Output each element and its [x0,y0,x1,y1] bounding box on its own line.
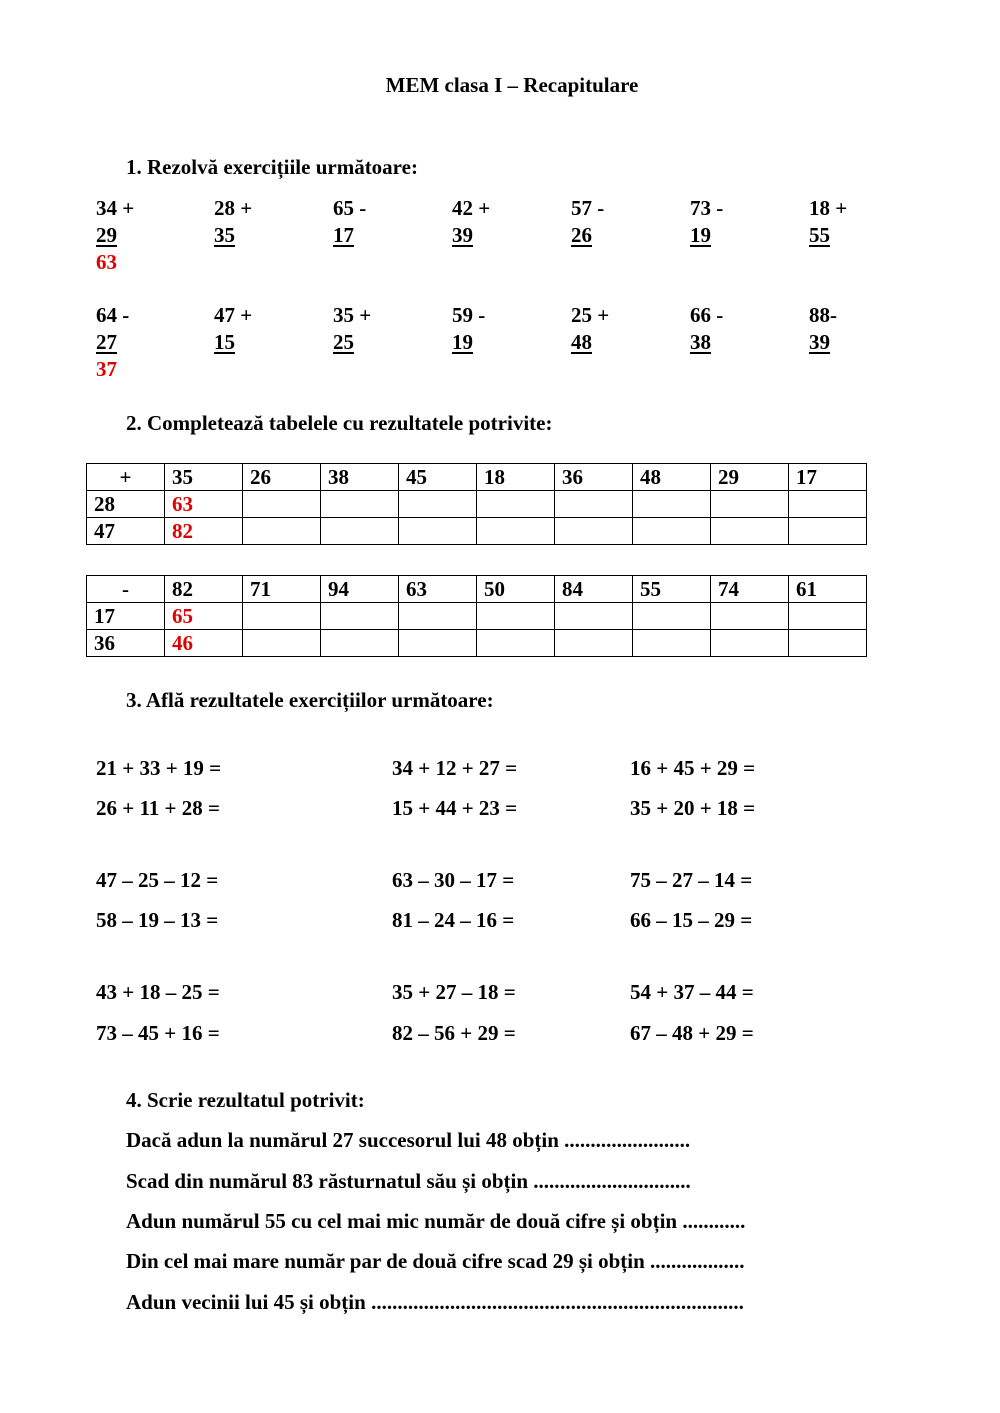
expression: 54 + 37 – 44 = [630,980,754,1004]
vertical-exercise: 18 + 55 [809,196,848,247]
answer-cell[interactable] [321,491,399,518]
problem-text: Dacă adun la numărul 27 succesorul lui 48 obțin [126,1128,559,1152]
expression: 63 – 30 – 17 = [392,868,515,892]
expression: 15 + 44 + 23 = [392,796,518,820]
addition-table [86,463,867,545]
section-3-heading: 3. Află rezultatele exercițiilor următoare: [126,688,494,712]
column-header: 29 [711,464,789,491]
page-title: MEM clasa I – Recapitulare [385,73,639,97]
column-header: 18 [477,464,555,491]
answer-cell[interactable] [789,603,867,630]
answer-blank[interactable]: ........................ [564,1128,691,1152]
answer[interactable]: 63 [96,250,117,274]
row-label: 47 [87,518,165,545]
answer-cell[interactable] [555,630,633,657]
table-row [87,491,867,518]
expression: 82 – 56 + 29 = [392,1021,516,1045]
column-header: 82 [165,576,243,603]
expression: 73 – 45 + 16 = [96,1021,220,1045]
answer-cell[interactable] [711,518,789,545]
problem-text: Adun numărul 55 cu cel mai mic număr de două cifre și obțin [126,1209,678,1233]
column-header: 35 [165,464,243,491]
problem-text: Din cel mai mare număr par de două cifre scad 29 și obțin [126,1249,645,1273]
column-header: 17 [789,464,867,491]
answer-cell[interactable] [243,491,321,518]
section-4-heading: 4. Scrie rezultatul potrivit: [126,1088,365,1112]
answer-cell[interactable] [555,518,633,545]
answer-cell[interactable] [555,491,633,518]
answer-cell[interactable] [633,491,711,518]
column-header: 55 [633,576,711,603]
answer-cell[interactable] [399,603,477,630]
answer-cell[interactable]: 63 [165,491,243,518]
answer-cell[interactable] [243,518,321,545]
vertical-exercise: 73 - 19 [690,196,724,247]
expression: 66 – 15 – 29 = [630,908,753,932]
column-header: 48 [633,464,711,491]
answer-cell[interactable] [789,630,867,657]
column-header: 50 [477,576,555,603]
word-problem [126,1208,745,1234]
expression: 26 + 11 + 28 = [96,796,220,820]
expression: 67 – 48 + 29 = [630,1021,754,1045]
answer-cell[interactable] [399,518,477,545]
column-header: 94 [321,576,399,603]
answer-cell[interactable] [321,603,399,630]
answer-blank[interactable]: .............................. [533,1169,691,1193]
row-label: 17 [87,603,165,630]
row-label: 36 [87,630,165,657]
expression: 35 + 27 – 18 = [392,980,516,1004]
problem-text: Adun vecinii lui 45 și obțin [126,1290,366,1314]
table-row [87,518,867,545]
answer-cell[interactable] [711,603,789,630]
answer-cell[interactable] [477,603,555,630]
column-header: 26 [243,464,321,491]
expression: 81 – 24 – 16 = [392,908,515,932]
answer-blank[interactable]: .................. [650,1249,745,1273]
answer-cell[interactable] [321,518,399,545]
operator-cell: - [87,576,165,603]
column-header: 36 [555,464,633,491]
answer-cell[interactable] [477,518,555,545]
answer-cell[interactable] [711,630,789,657]
expression: 58 – 19 – 13 = [96,908,219,932]
expression: 47 – 25 – 12 = [96,868,219,892]
expression: 35 + 20 + 18 = [630,796,756,820]
expression: 43 + 18 – 25 = [96,980,220,1004]
answer-cell[interactable] [321,630,399,657]
answer-cell[interactable] [633,518,711,545]
answer-cell[interactable] [477,630,555,657]
vertical-exercise: 47 + 15 [214,303,253,354]
vertical-exercise: 42 + 39 [452,196,491,247]
answer-cell[interactable] [555,603,633,630]
table-header-row [87,576,867,603]
answer-cell[interactable] [789,491,867,518]
vertical-exercise: 64 - 27 37 [96,303,130,381]
answer-cell[interactable] [399,630,477,657]
answer-cell[interactable]: 65 [165,603,243,630]
vertical-exercise: 34 + 29 63 [96,196,135,274]
column-header: 71 [243,576,321,603]
column-header: 61 [789,576,867,603]
table-row [87,603,867,630]
answer-cell[interactable] [633,630,711,657]
word-problem [126,1127,690,1153]
vertical-exercise: 28 + 35 [214,196,253,247]
column-header: 38 [321,464,399,491]
operator-cell: + [87,464,165,491]
vertical-exercise: 35 + 25 [333,303,372,354]
word-problem [126,1168,691,1194]
vertical-exercise: 57 - 26 [571,196,605,247]
expression: 16 + 45 + 29 = [630,756,756,780]
table-row [87,630,867,657]
answer-cell[interactable] [711,491,789,518]
section-2-heading: 2. Completează tabelele cu rezultatele potrivite: [126,411,553,435]
answer-cell[interactable] [243,630,321,657]
column-header: 45 [399,464,477,491]
answer-cell[interactable] [477,491,555,518]
answer-blank[interactable]: ............ [682,1209,746,1233]
answer-cell[interactable] [399,491,477,518]
table-header-row [87,464,867,491]
expression: 21 + 33 + 19 = [96,756,222,780]
expression: 34 + 12 + 27 = [392,756,518,780]
column-header: 84 [555,576,633,603]
answer-blank[interactable]: ....................................................................... [371,1290,744,1314]
answer[interactable]: 37 [96,357,117,381]
column-header: 74 [711,576,789,603]
section-1-heading: 1. Rezolvă exercițiile următoare: [126,155,418,179]
vertical-exercise: 59 - 19 [452,303,486,354]
vertical-exercise: 66 - 38 [690,303,724,354]
answer-cell[interactable] [789,518,867,545]
row-label: 28 [87,491,165,518]
expression: 75 – 27 – 14 = [630,868,753,892]
word-problem [126,1248,745,1274]
vertical-exercise: 25 + 48 [571,303,610,354]
subtraction-table [86,575,867,657]
answer-cell[interactable] [633,603,711,630]
vertical-exercise: 88- 39 [809,303,837,354]
word-problem [126,1289,744,1315]
answer-cell[interactable] [243,603,321,630]
problem-text: Scad din numărul 83 răsturnatul său și obțin [126,1169,529,1193]
column-header: 63 [399,576,477,603]
answer-cell[interactable]: 82 [165,518,243,545]
vertical-exercise: 65 - 17 [333,196,367,247]
answer-cell[interactable]: 46 [165,630,243,657]
